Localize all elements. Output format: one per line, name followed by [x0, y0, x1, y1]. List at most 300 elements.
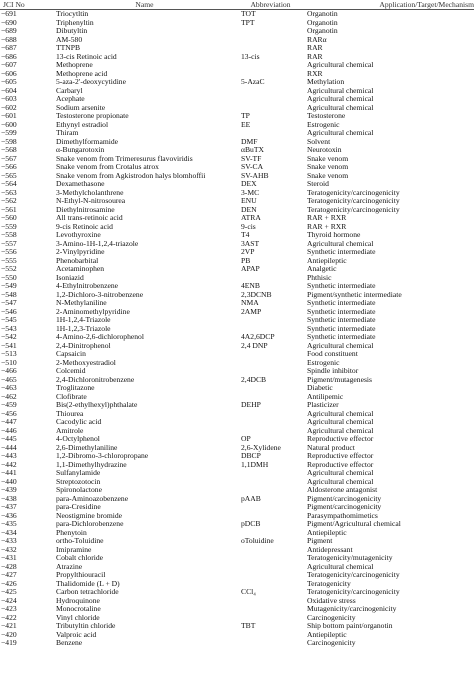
- table-row: [0, 36, 474, 45]
- cell-name: Dimethylformamide: [56, 137, 118, 146]
- cell-application: Snake venom: [307, 154, 349, 163]
- cell-jci-no: −465: [1, 375, 17, 384]
- cell-abbreviation: 9-cis: [241, 222, 256, 231]
- cell-name: 3-Amino-1H-1,2,4-triazole: [56, 239, 139, 248]
- cell-abbreviation: CCl₄: [241, 588, 256, 596]
- cell-abbreviation: [237, 503, 304, 512]
- cell-abbreviation: 3AST: [241, 239, 260, 248]
- cell-application: Agricultural chemical: [307, 341, 374, 350]
- cell-abbreviation: [237, 563, 304, 572]
- table-row: [0, 10, 474, 19]
- cell-abbreviation: [237, 325, 304, 334]
- cell-name: Bis(2-ethylhexyl)phthalate: [56, 401, 138, 409]
- cell-name: Clofibrate: [56, 392, 87, 401]
- cell-application: RAR + RXR: [307, 222, 347, 231]
- cell-abbreviation: DMF: [241, 137, 258, 146]
- table-row: [0, 172, 474, 181]
- cell-abbreviation: [237, 605, 304, 614]
- cell-application: Agricultural chemical: [307, 103, 374, 112]
- cell-jci-no: −438: [1, 494, 17, 503]
- cell-name: Triocytltin: [56, 9, 89, 18]
- cell-abbreviation: ATRA: [241, 214, 261, 222]
- table-row: [0, 231, 474, 240]
- cell-abbreviation: DEHP: [241, 401, 261, 409]
- cell-abbreviation: 4ENB: [241, 282, 260, 290]
- cell-abbreviation: PB: [241, 256, 251, 265]
- cell-name: AM-580: [56, 35, 83, 44]
- cell-jci-no: −436: [1, 511, 17, 520]
- table-row: [0, 350, 474, 359]
- cell-jci-no: −601: [1, 112, 17, 120]
- table-row: [0, 418, 474, 427]
- cell-abbreviation: ENU: [241, 197, 257, 205]
- cell-jci-no: −439: [1, 486, 17, 494]
- cell-jci-no: −431: [1, 554, 17, 562]
- cell-name: 1H-1,2,4-Triazole: [56, 316, 111, 324]
- cell-jci-no: −564: [1, 180, 17, 188]
- table-row: [0, 597, 474, 606]
- table-row: [0, 605, 474, 614]
- cell-abbreviation: [237, 478, 304, 487]
- cell-name: 5-aza-2′-deoxycytidine: [56, 78, 126, 86]
- cell-name: Troglitazone: [56, 384, 95, 392]
- cell-name: Hydroquinone: [56, 596, 100, 605]
- table-row: [0, 427, 474, 436]
- cell-application: Antiepileptic: [307, 256, 347, 265]
- cell-jci-no: −688: [1, 35, 17, 44]
- cell-jci-no: −466: [1, 367, 17, 375]
- cell-jci-no: −559: [1, 222, 17, 231]
- cell-jci-no: −549: [1, 282, 17, 290]
- table-row: [0, 401, 474, 410]
- cell-application: Pigment: [307, 537, 333, 545]
- cell-jci-no: −419: [1, 639, 17, 647]
- cell-name: 2-Methoxyestradiol: [56, 358, 116, 367]
- table-row: [0, 461, 474, 470]
- table-row: [0, 529, 474, 538]
- cell-abbreviation: T4: [241, 231, 250, 239]
- table-row: [0, 393, 474, 402]
- cell-name: Thiram: [56, 129, 79, 137]
- cell-name: Sodium arsenite: [56, 103, 106, 112]
- cell-jci-no: −690: [1, 18, 17, 27]
- cell-abbreviation: 3-MC: [241, 188, 260, 197]
- cell-name: 4-Amino-2,6-dichlorophenol: [56, 333, 144, 341]
- table-row: [0, 410, 474, 419]
- cell-jci-no: −689: [1, 27, 17, 35]
- cell-name: TTNPB: [56, 44, 81, 52]
- cell-name: Dibutyltin: [56, 27, 88, 35]
- cell-abbreviation: TP: [241, 112, 250, 120]
- cell-name: Diethylnitrosamine: [56, 205, 115, 214]
- cell-jci-no: −432: [1, 545, 17, 554]
- cell-jci-no: −443: [1, 452, 17, 460]
- cell-abbreviation: [237, 384, 304, 393]
- cell-name: Phenytoin: [56, 528, 87, 537]
- cell-abbreviation: 2VP: [241, 248, 255, 256]
- cell-name: Propylthiouracil: [56, 571, 106, 579]
- cell-name: Methoprene: [56, 61, 93, 69]
- cell-abbreviation: NMA: [241, 299, 259, 307]
- cell-abbreviation: [237, 597, 304, 606]
- cell-abbreviation: [237, 104, 304, 113]
- cell-abbreviation: APAP: [241, 265, 260, 273]
- cell-application: Synthetic intermediate: [307, 333, 376, 341]
- cell-name: Acetaminophen: [56, 265, 105, 273]
- table-row: [0, 248, 474, 257]
- cell-name: Carbon tetrachloride: [56, 588, 119, 596]
- cell-jci-no: −546: [1, 307, 17, 316]
- cell-name: Monocrotaline: [56, 605, 101, 613]
- table-row: [0, 614, 474, 623]
- cell-abbreviation: SV-CA: [241, 163, 264, 171]
- cell-abbreviation: 13-cis: [241, 52, 260, 61]
- cell-application: Antiepileptic: [307, 630, 347, 639]
- cell-application: Oxidative stress: [307, 596, 356, 605]
- cell-jci-no: −426: [1, 579, 17, 588]
- table-row: [0, 316, 474, 325]
- cell-abbreviation: [237, 529, 304, 538]
- cell-jci-no: −606: [1, 69, 17, 78]
- cell-jci-no: −567: [1, 154, 17, 163]
- cell-application: Testosterone: [307, 112, 346, 120]
- table-row: [0, 478, 474, 487]
- cell-abbreviation: 2,6-Xylidene: [241, 443, 281, 452]
- header-row: [0, 0, 474, 10]
- cell-abbreviation: [237, 36, 304, 45]
- cell-name: 1,2-Dichloro-3-nitrobenzene: [56, 290, 144, 299]
- cell-abbreviation: TOT: [241, 9, 256, 18]
- table-row: [0, 291, 474, 300]
- cell-abbreviation: [237, 61, 304, 70]
- cell-application: Teratogenicity: [307, 579, 351, 588]
- cell-application: Pigment/carcinogenicity: [307, 494, 382, 503]
- cell-application: Antiepileptic: [307, 528, 347, 537]
- cell-abbreviation: [237, 44, 304, 53]
- cell-name: ortho-Toluidine: [56, 537, 104, 545]
- cell-application: Synthetic intermediate: [307, 324, 376, 333]
- cell-name: Benzene: [56, 639, 83, 647]
- cell-name: Cacodylic acid: [56, 418, 102, 426]
- table-row: [0, 121, 474, 130]
- cell-application: Pigment/Agricultural chemical: [307, 520, 401, 528]
- cell-jci-no: −437: [1, 503, 17, 511]
- cell-name: α-Bungarotoxin: [56, 146, 105, 154]
- cell-application: Aldosterone antagonist: [307, 486, 378, 494]
- cell-jci-no: −440: [1, 477, 17, 486]
- cell-application: Agricultural chemical: [307, 418, 374, 426]
- cell-abbreviation: 2,4DCB: [241, 375, 267, 384]
- cell-name: Spironolactone: [56, 486, 102, 494]
- cell-abbreviation: SV-TF: [241, 154, 262, 163]
- table-row: [0, 87, 474, 96]
- table-row: [0, 61, 474, 70]
- cell-jci-no: −687: [1, 44, 17, 52]
- cell-jci-no: −441: [1, 469, 17, 477]
- cell-name: Testosterone propionate: [56, 112, 129, 120]
- cell-name: All trans-retinoic acid: [56, 214, 123, 222]
- cell-abbreviation: [237, 27, 304, 36]
- cell-name: Tributyltin chloride: [56, 622, 116, 630]
- cell-application: Reproductive effector: [307, 435, 374, 443]
- cell-abbreviation: [237, 486, 304, 495]
- cell-jci-no: −599: [1, 129, 17, 137]
- cell-name: 1,1-Dimethylhydrazine: [56, 460, 127, 469]
- cell-application: Spindle inhibitor: [307, 367, 359, 375]
- cell-application: Teratogenicity/carcinogenicity: [307, 571, 400, 579]
- cell-name: para-Dichlorobenzene: [56, 520, 124, 528]
- cell-name: N-Methylaniline: [56, 299, 107, 307]
- cell-name: Vinyl chloride: [56, 613, 100, 622]
- cell-jci-no: −548: [1, 290, 17, 299]
- cell-name: Thalidomide (L + D): [56, 579, 120, 588]
- cell-jci-no: −421: [1, 622, 17, 630]
- table-row: [0, 70, 474, 79]
- cell-jci-no: −444: [1, 443, 17, 452]
- table-row: [0, 639, 474, 648]
- cell-jci-no: −433: [1, 537, 17, 545]
- cell-abbreviation: [237, 631, 304, 640]
- cell-application: Organotin: [307, 18, 338, 27]
- table-row: [0, 325, 474, 334]
- table-header: [0, 0, 474, 10]
- cell-name: Valproic acid: [56, 630, 97, 639]
- cell-application: Antidepressant: [307, 545, 353, 554]
- table-row: [0, 138, 474, 147]
- cell-name: Colcemid: [56, 367, 86, 375]
- cell-jci-no: −686: [1, 52, 17, 61]
- table-row: [0, 588, 474, 597]
- cell-jci-no: −428: [1, 562, 17, 571]
- cell-abbreviation: 4A2,6DCP: [241, 333, 275, 341]
- cell-application: RAR: [307, 44, 323, 52]
- table-row: [0, 189, 474, 198]
- cell-jci-no: −556: [1, 248, 17, 256]
- cell-abbreviation: SV-AHB: [241, 171, 269, 180]
- cell-application: Organotin: [307, 9, 338, 18]
- cell-jci-no: −456: [1, 409, 17, 418]
- cell-name: 2,6-Dimethylaniline: [56, 443, 118, 452]
- cell-application: Natural product: [307, 443, 355, 452]
- cell-abbreviation: 2,4 DNP: [241, 341, 268, 350]
- table-row: [0, 299, 474, 308]
- table-row: [0, 27, 474, 36]
- cell-abbreviation: [237, 546, 304, 555]
- cell-jci-no: −558: [1, 231, 17, 239]
- table-row: [0, 503, 474, 512]
- cell-name: Neostigmine bromide: [56, 511, 123, 520]
- table-row: [0, 129, 474, 138]
- cell-abbreviation: [237, 512, 304, 521]
- cell-application: RARα: [307, 35, 327, 44]
- cell-application: Teratogenicity/mutagenicity: [307, 554, 393, 562]
- cell-application: Teratogenicity/carcinogenicity: [307, 205, 400, 214]
- cell-abbreviation: [237, 427, 304, 436]
- table-row: [0, 435, 474, 444]
- cell-application: Neurotoxin: [307, 146, 342, 154]
- cell-abbreviation: 2AMP: [241, 307, 262, 316]
- cell-name: 2-Aminomethylpyridine: [56, 307, 130, 316]
- table-row: [0, 631, 474, 640]
- cell-abbreviation: [237, 639, 304, 648]
- cell-abbreviation: [237, 580, 304, 589]
- cell-abbreviation: DEX: [241, 180, 257, 188]
- column-header-application: Application/Target/Mechanism: [304, 0, 474, 10]
- cell-abbreviation: [237, 554, 304, 563]
- table-row: [0, 444, 474, 453]
- cell-name: N-Ethyl-N-nitrosourea: [56, 197, 126, 205]
- cell-application: Agricultural chemical: [307, 477, 374, 486]
- cell-jci-no: −547: [1, 299, 17, 307]
- cell-name: para-Aminoazobenzene: [56, 494, 129, 503]
- table-row: [0, 571, 474, 580]
- table-row: [0, 53, 474, 62]
- table-body: [0, 10, 474, 648]
- cell-abbreviation: pAAB: [241, 494, 261, 503]
- cell-abbreviation: [237, 571, 304, 580]
- table-row: [0, 206, 474, 215]
- cell-application: Agricultural chemical: [307, 562, 374, 571]
- cell-application: Estrogenic: [307, 358, 340, 367]
- cell-name: Ethynyl estradiol: [56, 120, 109, 129]
- table-row: [0, 95, 474, 104]
- cell-name: Triphenyltin: [56, 18, 94, 27]
- table-row: [0, 554, 474, 563]
- cell-name: Methoprene acid: [56, 69, 108, 78]
- table-row: [0, 240, 474, 249]
- cell-jci-no: −423: [1, 605, 17, 613]
- cell-jci-no: −560: [1, 214, 17, 222]
- cell-jci-no: −561: [1, 205, 17, 214]
- cell-name: Thiourea: [56, 409, 84, 418]
- cell-application: RAR: [307, 52, 323, 61]
- cell-application: Teratogenicity/carcinogenicity: [307, 188, 400, 197]
- cell-jci-no: −563: [1, 188, 17, 197]
- cell-name: 2,4-Dichloronitrobenzene: [56, 375, 135, 384]
- table-row: [0, 180, 474, 189]
- cell-name: Streptozotocin: [56, 477, 101, 486]
- cell-name: Amitrole: [56, 426, 84, 435]
- table-row: [0, 452, 474, 461]
- table-row: [0, 376, 474, 385]
- cell-name: Capsaicin: [56, 350, 86, 358]
- cell-name: 3-Methylcholanthrene: [56, 188, 124, 197]
- column-header-abbreviation: Abbreviation: [237, 0, 304, 10]
- table-row: [0, 78, 474, 87]
- cell-name: Phenobarbital: [56, 256, 99, 265]
- cell-application: Agricultural chemical: [307, 239, 374, 248]
- cell-application: Reproductive effector: [307, 452, 374, 460]
- cell-jci-no: −447: [1, 418, 17, 426]
- cell-abbreviation: [237, 614, 304, 623]
- cell-name: Snake venom from Trimeresurus flavoviridis: [56, 154, 193, 163]
- cell-abbreviation: TBT: [241, 622, 256, 630]
- cell-jci-no: −550: [1, 273, 17, 282]
- cell-abbreviation: [237, 316, 304, 325]
- cell-application: Analgetic: [307, 265, 337, 273]
- cell-abbreviation: 5-AzaC: [241, 78, 265, 86]
- table-row: [0, 537, 474, 546]
- cell-abbreviation: [237, 129, 304, 138]
- column-header-jci-no: JCI No: [0, 0, 52, 10]
- cell-application: Parasympathomimetics: [307, 511, 378, 520]
- cell-jci-no: −568: [1, 146, 17, 154]
- table-row: [0, 622, 474, 631]
- cell-name: para-Cresidine: [56, 503, 101, 511]
- cell-application: Agricultural chemical: [307, 61, 374, 69]
- table-row: [0, 44, 474, 53]
- cell-application: Agricultural chemical: [307, 95, 374, 103]
- cell-abbreviation: TPT: [241, 18, 255, 27]
- table-row: [0, 197, 474, 206]
- cell-abbreviation: [237, 95, 304, 104]
- cell-application: Synthetic intermediate: [307, 316, 376, 324]
- table-row: [0, 469, 474, 478]
- cell-jci-no: −557: [1, 239, 17, 248]
- cell-name: Snake venom from Agkistrodon halys blomhoffii: [56, 171, 206, 180]
- cell-abbreviation: 2,3DCNB: [241, 290, 272, 299]
- cell-application: Mutagenicity/carcinogenicity: [307, 605, 397, 613]
- cell-application: Teratogenicity/carcinogenicity: [307, 588, 400, 596]
- table-row: [0, 486, 474, 495]
- cell-jci-no: −555: [1, 256, 17, 265]
- cell-name: 2,4-Dinitrophenol: [56, 341, 111, 350]
- cell-name: 9-cis Retinoic acid: [56, 222, 113, 231]
- table-row: [0, 163, 474, 172]
- cell-abbreviation: [237, 87, 304, 96]
- cell-application: Reproductive effector: [307, 460, 374, 469]
- cell-application: Estrogenic: [307, 120, 340, 129]
- cell-application: Food constituent: [307, 350, 358, 358]
- cell-jci-no: −562: [1, 197, 17, 205]
- cell-application: Carcinogenicity: [307, 639, 356, 647]
- cell-jci-no: −607: [1, 61, 17, 69]
- table-row: [0, 342, 474, 351]
- cell-application: Carcinogenicity: [307, 613, 356, 622]
- cell-application: Agricultural chemical: [307, 469, 374, 477]
- cell-abbreviation: [237, 274, 304, 283]
- table-row: [0, 563, 474, 572]
- cell-application: Agricultural chemical: [307, 426, 374, 435]
- cell-application: Ship bottom paint/organotin: [307, 622, 393, 630]
- cell-jci-no: −600: [1, 120, 17, 129]
- cell-name: Isoniazid: [56, 273, 84, 282]
- cell-jci-no: −543: [1, 324, 17, 333]
- cell-abbreviation: 1,1DMH: [241, 460, 269, 469]
- table-row: [0, 155, 474, 164]
- table-row: [0, 274, 474, 283]
- cell-jci-no: −510: [1, 358, 17, 367]
- cell-application: Thyroid hormone: [307, 231, 361, 239]
- cell-application: Phthisic: [307, 273, 332, 282]
- table-row: [0, 580, 474, 589]
- cell-abbreviation: [237, 410, 304, 419]
- cell-jci-no: −445: [1, 435, 17, 443]
- cell-jci-no: −542: [1, 333, 17, 341]
- cell-name: Acephate: [56, 95, 85, 103]
- cell-application: Snake venom: [307, 171, 349, 180]
- cell-jci-no: −463: [1, 384, 17, 392]
- table-row: [0, 520, 474, 529]
- cell-jci-no: −565: [1, 171, 17, 180]
- cell-application: Snake venom: [307, 163, 349, 171]
- cell-abbreviation: pDCB: [241, 520, 261, 528]
- table-row: [0, 359, 474, 368]
- table-row: [0, 282, 474, 291]
- table-row: [0, 19, 474, 28]
- cell-jci-no: −459: [1, 401, 17, 409]
- table-row: [0, 265, 474, 274]
